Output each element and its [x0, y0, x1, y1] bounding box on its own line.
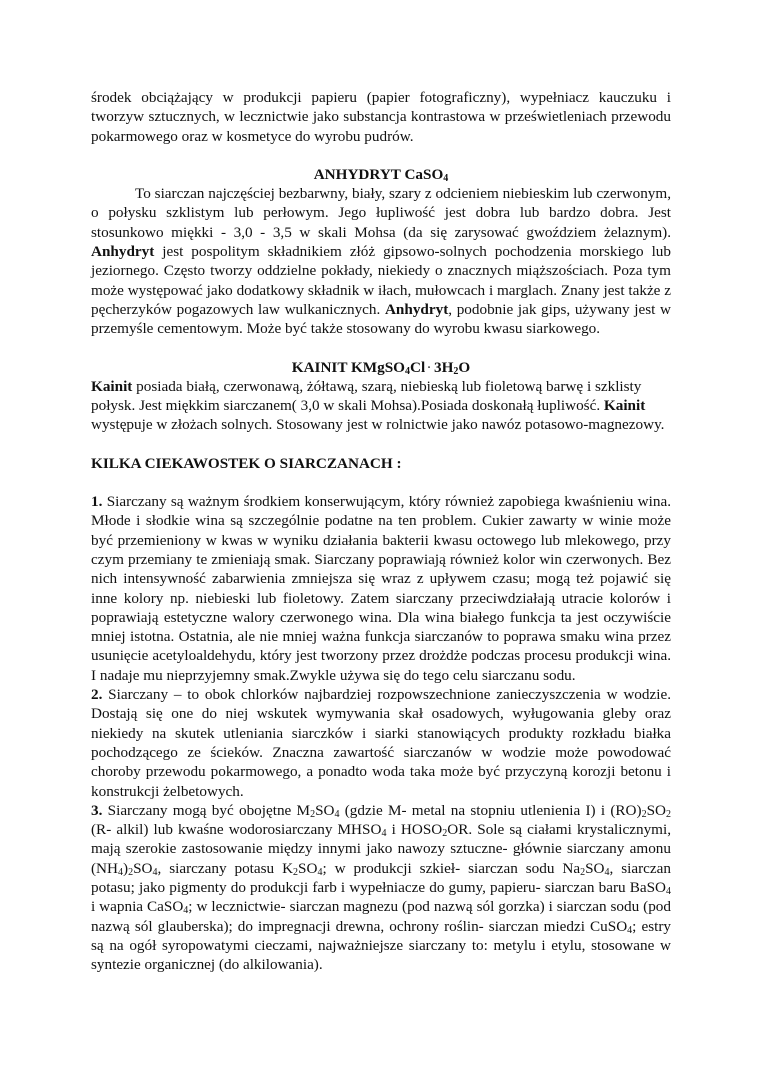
anhydryt-paragraph: To siarczan najczęściej bezbarwny, biały, szary z odcieniem niebieskim lub czerwonym, o połysku szklistym lub perłowym. Jego łupliwość jest dobra lub bardzo dobra. Jest stosunkowo miękki - 3,0 - 3,5 w skali Mohsa (da się zarysować gwoździem żelaznym). Anhydryt jest pospolitym składnikiem złóż gipsowo-solnych pochodzenia morskiego lub jeziornego. Często tworzy oddzielne pokłady, niekiedy o znacznych miąższościach. Poza tym może występować jako dodatkowy składnik w iłach, mułowcach i marglach. Znany jest także z pęcherzyków pogazowych law wulkanicznych. Anhydryt, podobnie jak gips, używany jest w przemyśle cementowym. Może być także stosowany do wyrobu kwasu siarkowego. — [91, 185, 671, 338]
item-number: 1. — [91, 493, 103, 511]
curiosities-heading: KILKA CIEKAWOSTEK O SIARCZANACH : — [91, 454, 402, 472]
kainit-bold-term-2: Kainit — [603, 397, 646, 415]
anhydryt-heading: ANHYDRYT CaSO$_4$ — [313, 165, 449, 184]
kainit-bold-term: Kainit — [91, 377, 133, 395]
curiosity-item-3: 3. Siarczany mogą być obojętne $M_2SO_4$ (gdzie M- metal na stopniu utlenienia I) i $(RO)_2SO_2$ (R- alkil) lub kwaśne wodorosiarczany $MHSO_4$ i $HOSO_2OR$. Sole są ciałami krystalicznymi, mają szerokie zastosowanie między innymi jako nawozy sztuczne- głównie siarczany amonu $(NH_4)_2SO_4$, siarczany potasu $K_2SO_4$; w produkcji szkieł- siarczan sodu $Na_2SO_4$, siarczan potasu; jako pigmenty do produkcji farb i wypełniacze do gumy, papieru- siarczan baru BaSO$_4$ i wapnia CaSO$_4$; w lecznictwie- siarczan magnezu (pod nazwą sól gorzka) i siarczan sodu (pod nazwą sól glauberska); do impregnacji drewna, ochrony roślin- siarczan miedzi CuSO$_4$; estry są na ogół syropowatymi cieczami, najważniejsze siarczany to: metylu i etylu, stosowane w syntezie organicznej (do alkilowania). — [91, 801, 671, 974]
item-number: 3. — [91, 801, 103, 819]
anhydryt-bold-term-2: Anhydryt — [384, 300, 449, 318]
anhydryt-bold-term: Anhydryt — [91, 243, 155, 261]
document-page — [91, 88, 671, 974]
intro-paragraph: środek obciążający w produkcji papieru (papier fotograficzny), wypełniacz kauczuku i tworzyw sztucznych, w lecznictwie jako substancja kontrastowa w prześwietleniach przewodu pokarmowego oraz w kosmetyce do wyrobu pudrów. — [91, 89, 671, 145]
curiosity-item-2: 2. Siarczany – to obok chlorków najbardziej rozpowszechnione zanieczyszczenia w wodzie. Dostają się one do niej wskutek wymywania skał osadowych, wyługowania gleby oraz niekiedy na skutek utleniania siarczków i siarki stanowiących produkty rozkładu białka pochodzącego ze ścieków. Znaczna zawartość siarczanów w wodzie może powodować choroby przewodu pokarmowego, a ponadto woda taka może być przyczyną korozji betonu i konstrukcji żelbetowych. — [91, 686, 671, 800]
item-number: 2. — [91, 686, 103, 704]
kainit-heading: KAINIT KMgSO$_4$Cl . $3H_2O$ — [291, 358, 471, 377]
kainit-paragraph: Kainit posiada białą, czerwonawą, żółtawą, szarą, niebieską lub fioletową barwę i szklisty połysk. Jest miękkim siarczanem( 3,0 w skali Mohsa).Posiada doskonałą łupliwość. Kainit występuje w złożach solnych. Stosowany jest w rolnictwie jako nawóz potasowo-magnezowy. — [91, 377, 665, 434]
curiosity-item-1: 1. Siarczany są ważnym środkiem konserwującym, który również zapobiega kwaśnieniu wina. Młode i słodkie wina są szczególnie podatne na ten problem. Cukier zawarty w winie może być przemieniony w kwas w wyniku działania bakterii kwasu octowego lub mlekowego, przy czym przemiany te zmieniają smak. Siarczany poprawiają również kolor win czerwonych. Bez nich intensywność zabarwienia zmniejsza się wraz z upływem czasu; mogą też pojawić się inne kolory np. niebieski lub fioletowy. Zatem siarczany przeciwdziałają utracie kolorów i poprawiają estetyczne walory czerwonego wina. Dla wina białego funkcja ta jest oczywiście mniej istotna. Ostatnia, ale nie mniej ważna funkcja siarczanów to poprawa smaku wina przez usunięcie acetyloaldehydu, który jest tworzony przez drożdże podczas procesu produkcji wina. I nadaje mu nieprzyjemny smak.Zwykle używa się do tego celu siarczanu sodu. — [91, 493, 671, 684]
